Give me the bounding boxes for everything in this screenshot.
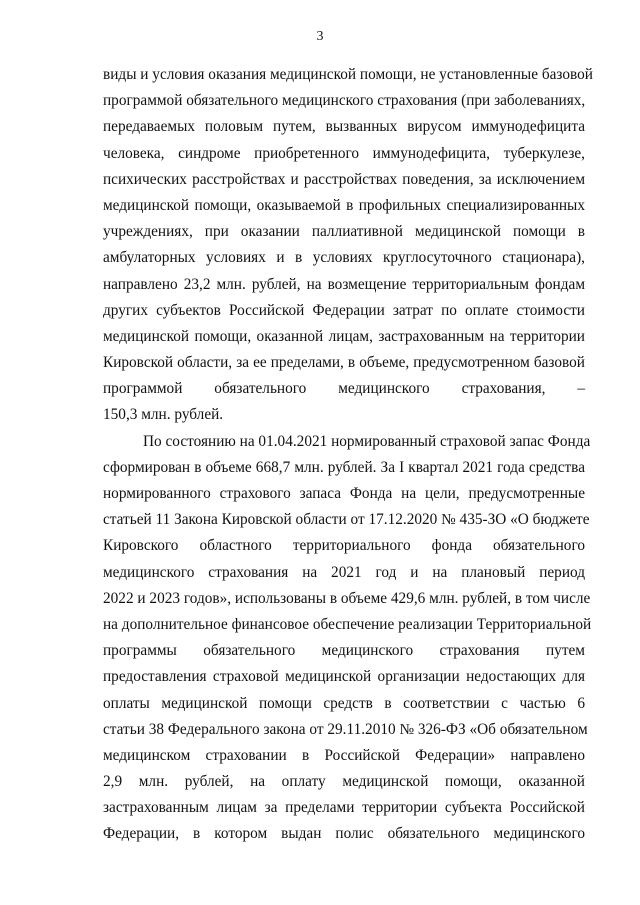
text-line: передаваемых половым путем, вызванных вирусом иммунодефицита [103,118,585,136]
text-line: на дополнительное финансовое обеспечение реализации Территориальной [103,615,592,633]
text-line: Кировского областного территориального фонда обязательного [103,537,585,555]
text-line: направлено 23,2 млн. рублей, на возмещение территориальным фондам [103,275,585,293]
text-line: психических расстройствах и расстройствах поведения, за исключением [103,170,585,188]
text-line: программой обязательного медицинского страхования, – [103,380,585,398]
text-line: виды и условия оказания медицинской помощи, не установленные базовой [103,66,593,83]
text-line: статьей 11 Закона Кировской области от 17.12.2020 № 435-ЗО «О бюджете [103,511,590,529]
text-line: 2,9 млн. рублей, на оплату медицинской помощи, оказанной [103,773,585,791]
text-line: По состоянию на 01.04.2021 нормированный страховой запас Фонда [143,432,591,450]
text-line: статьи 38 Федерального закона от 29.11.2010 № 326-ФЗ «Об обязательном [103,720,588,738]
text-line: медицинской помощи, оказываемой в профильных специализированных [103,196,585,214]
text-line: 150,3 млн. рублей. [103,406,224,424]
text-line: программы обязательного медицинского страхования путем [103,642,585,660]
body-text [103,62,593,848]
text-line: Кировской области, за ее пределами, в объеме, предусмотренном базовой [103,354,585,372]
text-line: медицинском страховании в Российской Федерации» направлено [103,746,585,764]
text-line: других субъектов Российской Федерации затрат по оплате стоимости [103,301,585,319]
text-line: медицинской помощи, оказанной лицам, застрахованным на территории [103,327,585,345]
page-number: 3 [316,29,324,44]
text-line: сформирован в объеме 668,7 млн. рублей. За I квартал 2021 года средства [103,458,585,476]
text-line: предоставления страховой медицинской организации недостающих для [103,668,585,686]
text-line: застрахованным лицам за пределами территории субъекта Российской [103,799,585,817]
text-line: Федерации, в котором выдан полис обязательного медицинского [103,825,585,843]
text-line: нормированного страхового запаса Фонда на цели, предусмотренные [103,485,585,502]
text-line: человека, синдроме приобретенного иммунодефицита, туберкулезе, [103,144,585,162]
text-line: амбулаторных условиях и в условиях круглосуточного стационара), [103,249,585,267]
text-line: учреждениях, при оказании паллиативной медицинской помощи в [103,223,585,241]
text-line: программой обязательного медицинского страхования (при заболеваниях, [103,92,586,110]
text-line: 2022 и 2023 годов», использованы в объеме 429,6 млн. рублей, в том числе [103,589,591,607]
text-line: медицинского страхования на 2021 год и на плановый период [103,563,585,581]
text-line: оплаты медицинской помощи средств в соответствии с частью 6 [103,694,585,712]
